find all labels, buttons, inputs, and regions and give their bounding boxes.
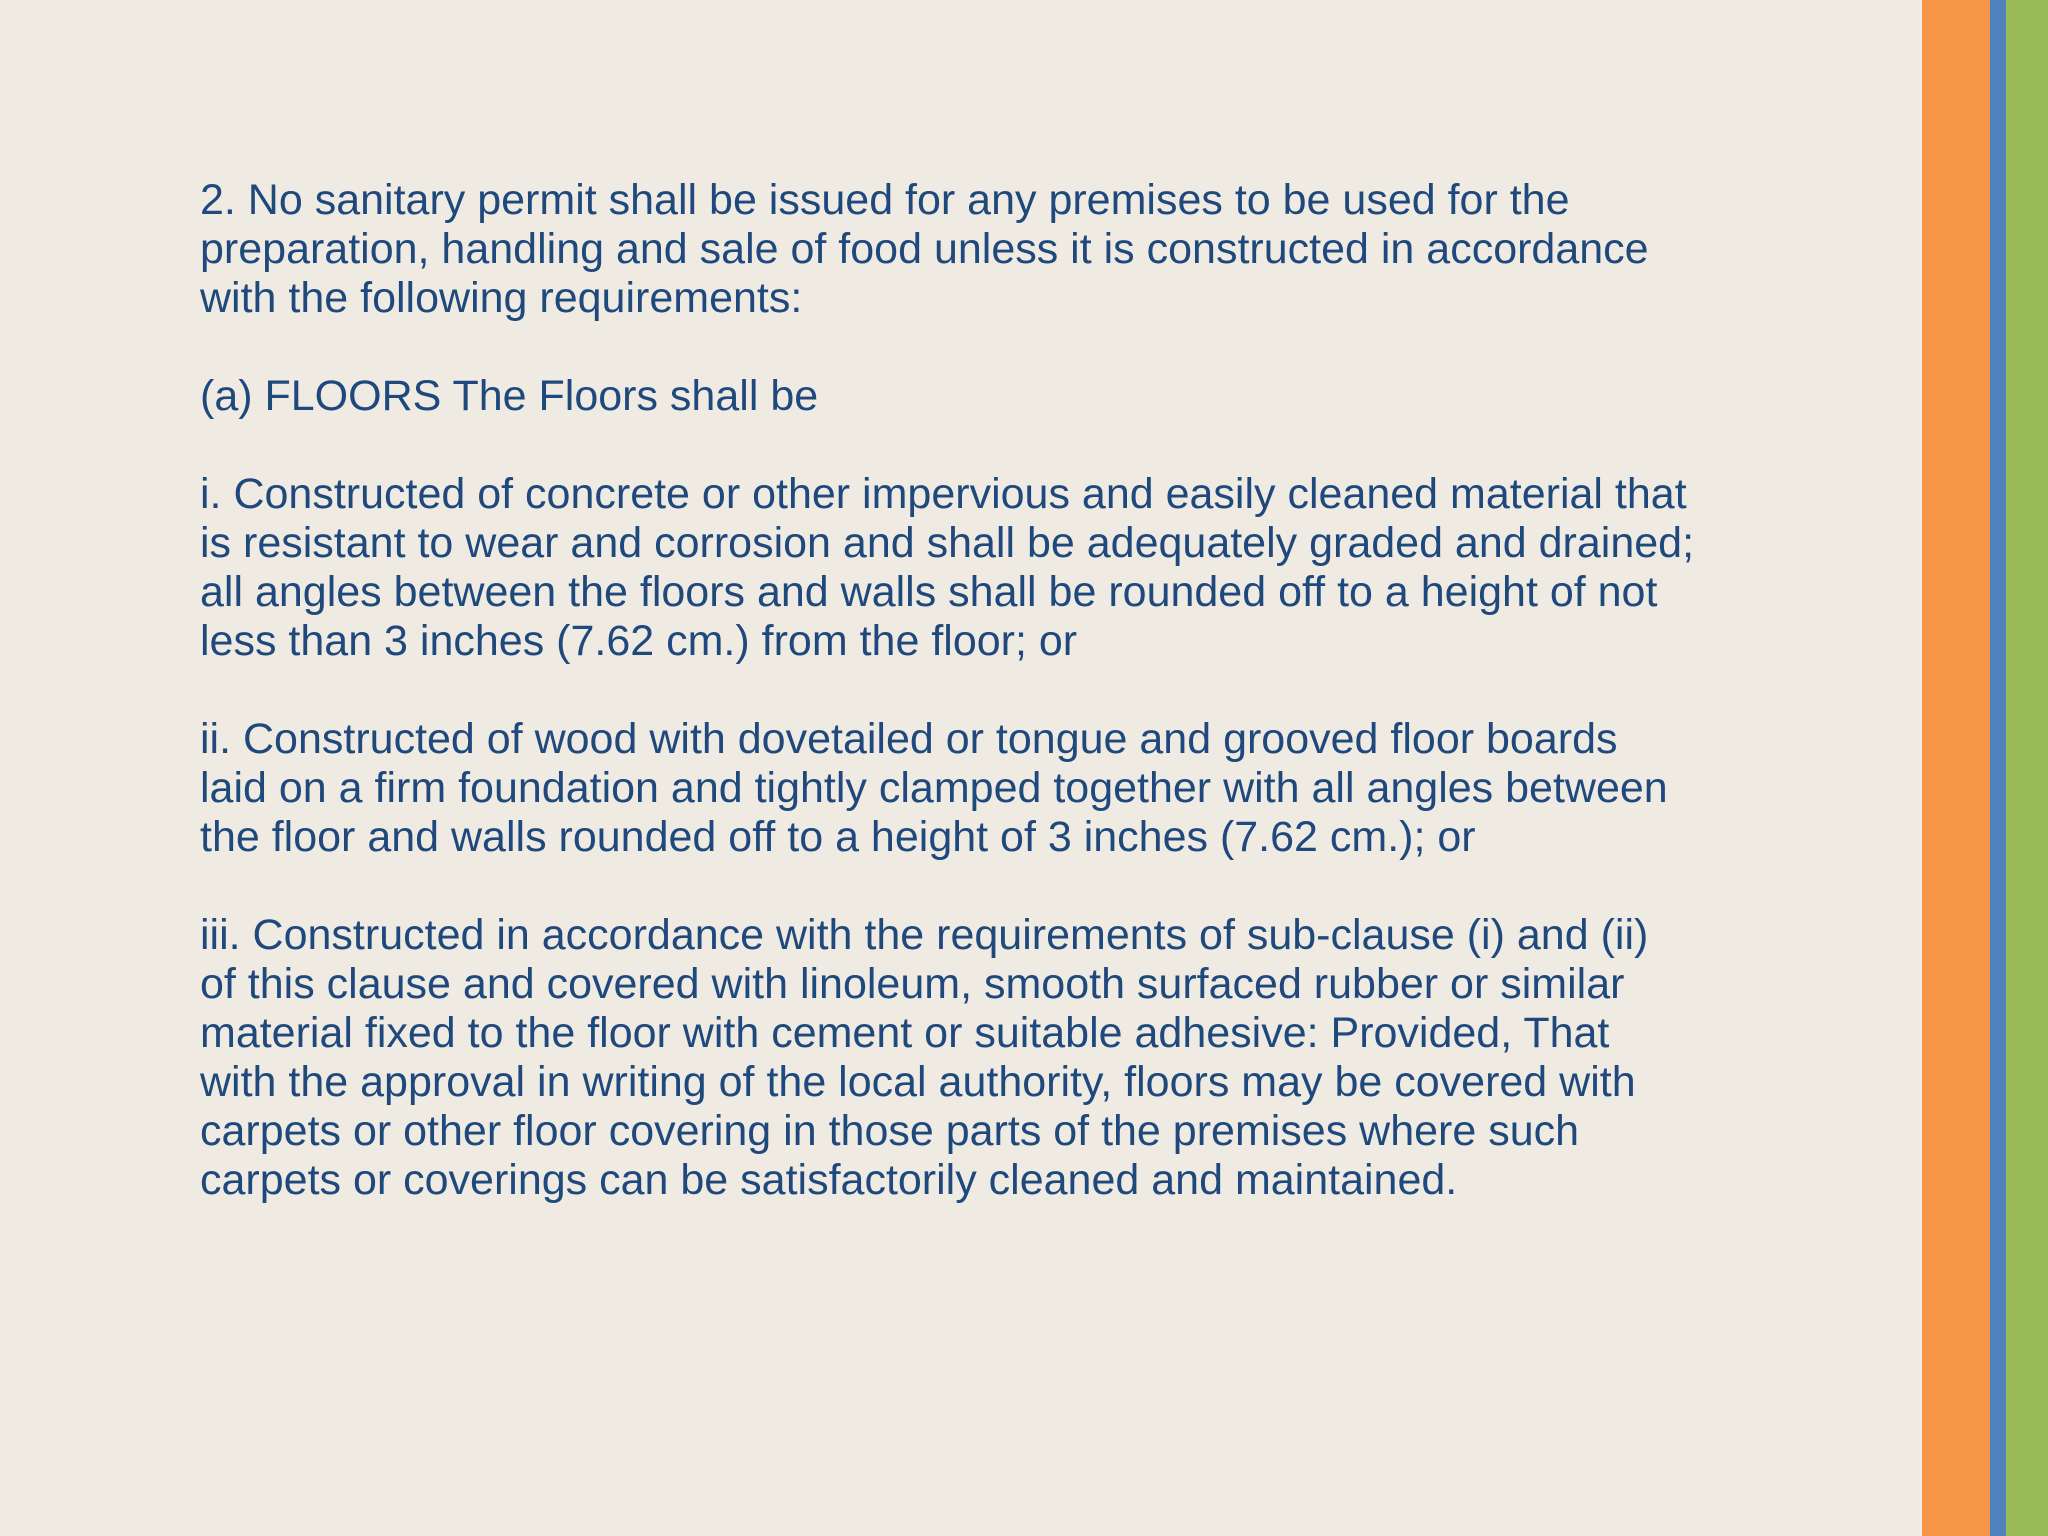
text-line: material fixed to the floor with cement or suitable adhesive: Provided, That [200, 1009, 1610, 1057]
paragraph-intro [200, 176, 1880, 323]
text-line: is resistant to wear and corrosion and shall be adequately graded and drained; [200, 519, 1695, 567]
text-line: (a) FLOORS The Floors shall be [200, 372, 819, 420]
paragraph-item-ii [200, 715, 1880, 862]
text-line: with the approval in writing of the local authority, floors may be covered with [200, 1058, 1636, 1106]
text-line: preparation, handling and sale of food unless it is constructed in accordance [200, 225, 1649, 273]
text-line: less than 3 inches (7.62 cm.) from the floor; or [200, 617, 1078, 665]
text-line: i. Constructed of concrete or other impervious and easily cleaned material that [200, 470, 1687, 518]
text-line: carpets or other floor covering in those parts of the premises where such [200, 1107, 1580, 1155]
accent-stripe-orange [1922, 0, 1990, 1536]
text-line: ii. Constructed of wood with dovetailed or tongue and grooved floor boards [200, 715, 1618, 763]
paragraph-item-i [200, 470, 1880, 666]
slide-body [200, 176, 1880, 1205]
accent-stripe-blue [1990, 0, 2006, 1536]
text-line: iii. Constructed in accordance with the requirements of sub-clause (i) and (ii) [200, 911, 1649, 959]
text-line: all angles between the floors and walls shall be rounded off to a height of not [200, 568, 1658, 616]
text-line: laid on a firm foundation and tightly clamped together with all angles between [200, 764, 1668, 812]
text-line: with the following requirements: [200, 274, 803, 322]
text-line: 2. No sanitary permit shall be issued for any premises to be used for the [200, 176, 1570, 224]
paragraph-item-iii [200, 911, 1880, 1205]
paragraph-floors-heading [200, 372, 1880, 421]
text-line: of this clause and covered with linoleum, smooth surfaced rubber or similar [200, 960, 1625, 1008]
text-line: carpets or coverings can be satisfactorily cleaned and maintained. [200, 1156, 1458, 1204]
text-line: the floor and walls rounded off to a height of 3 inches (7.62 cm.); or [200, 813, 1476, 861]
accent-stripe-green [2006, 0, 2048, 1536]
